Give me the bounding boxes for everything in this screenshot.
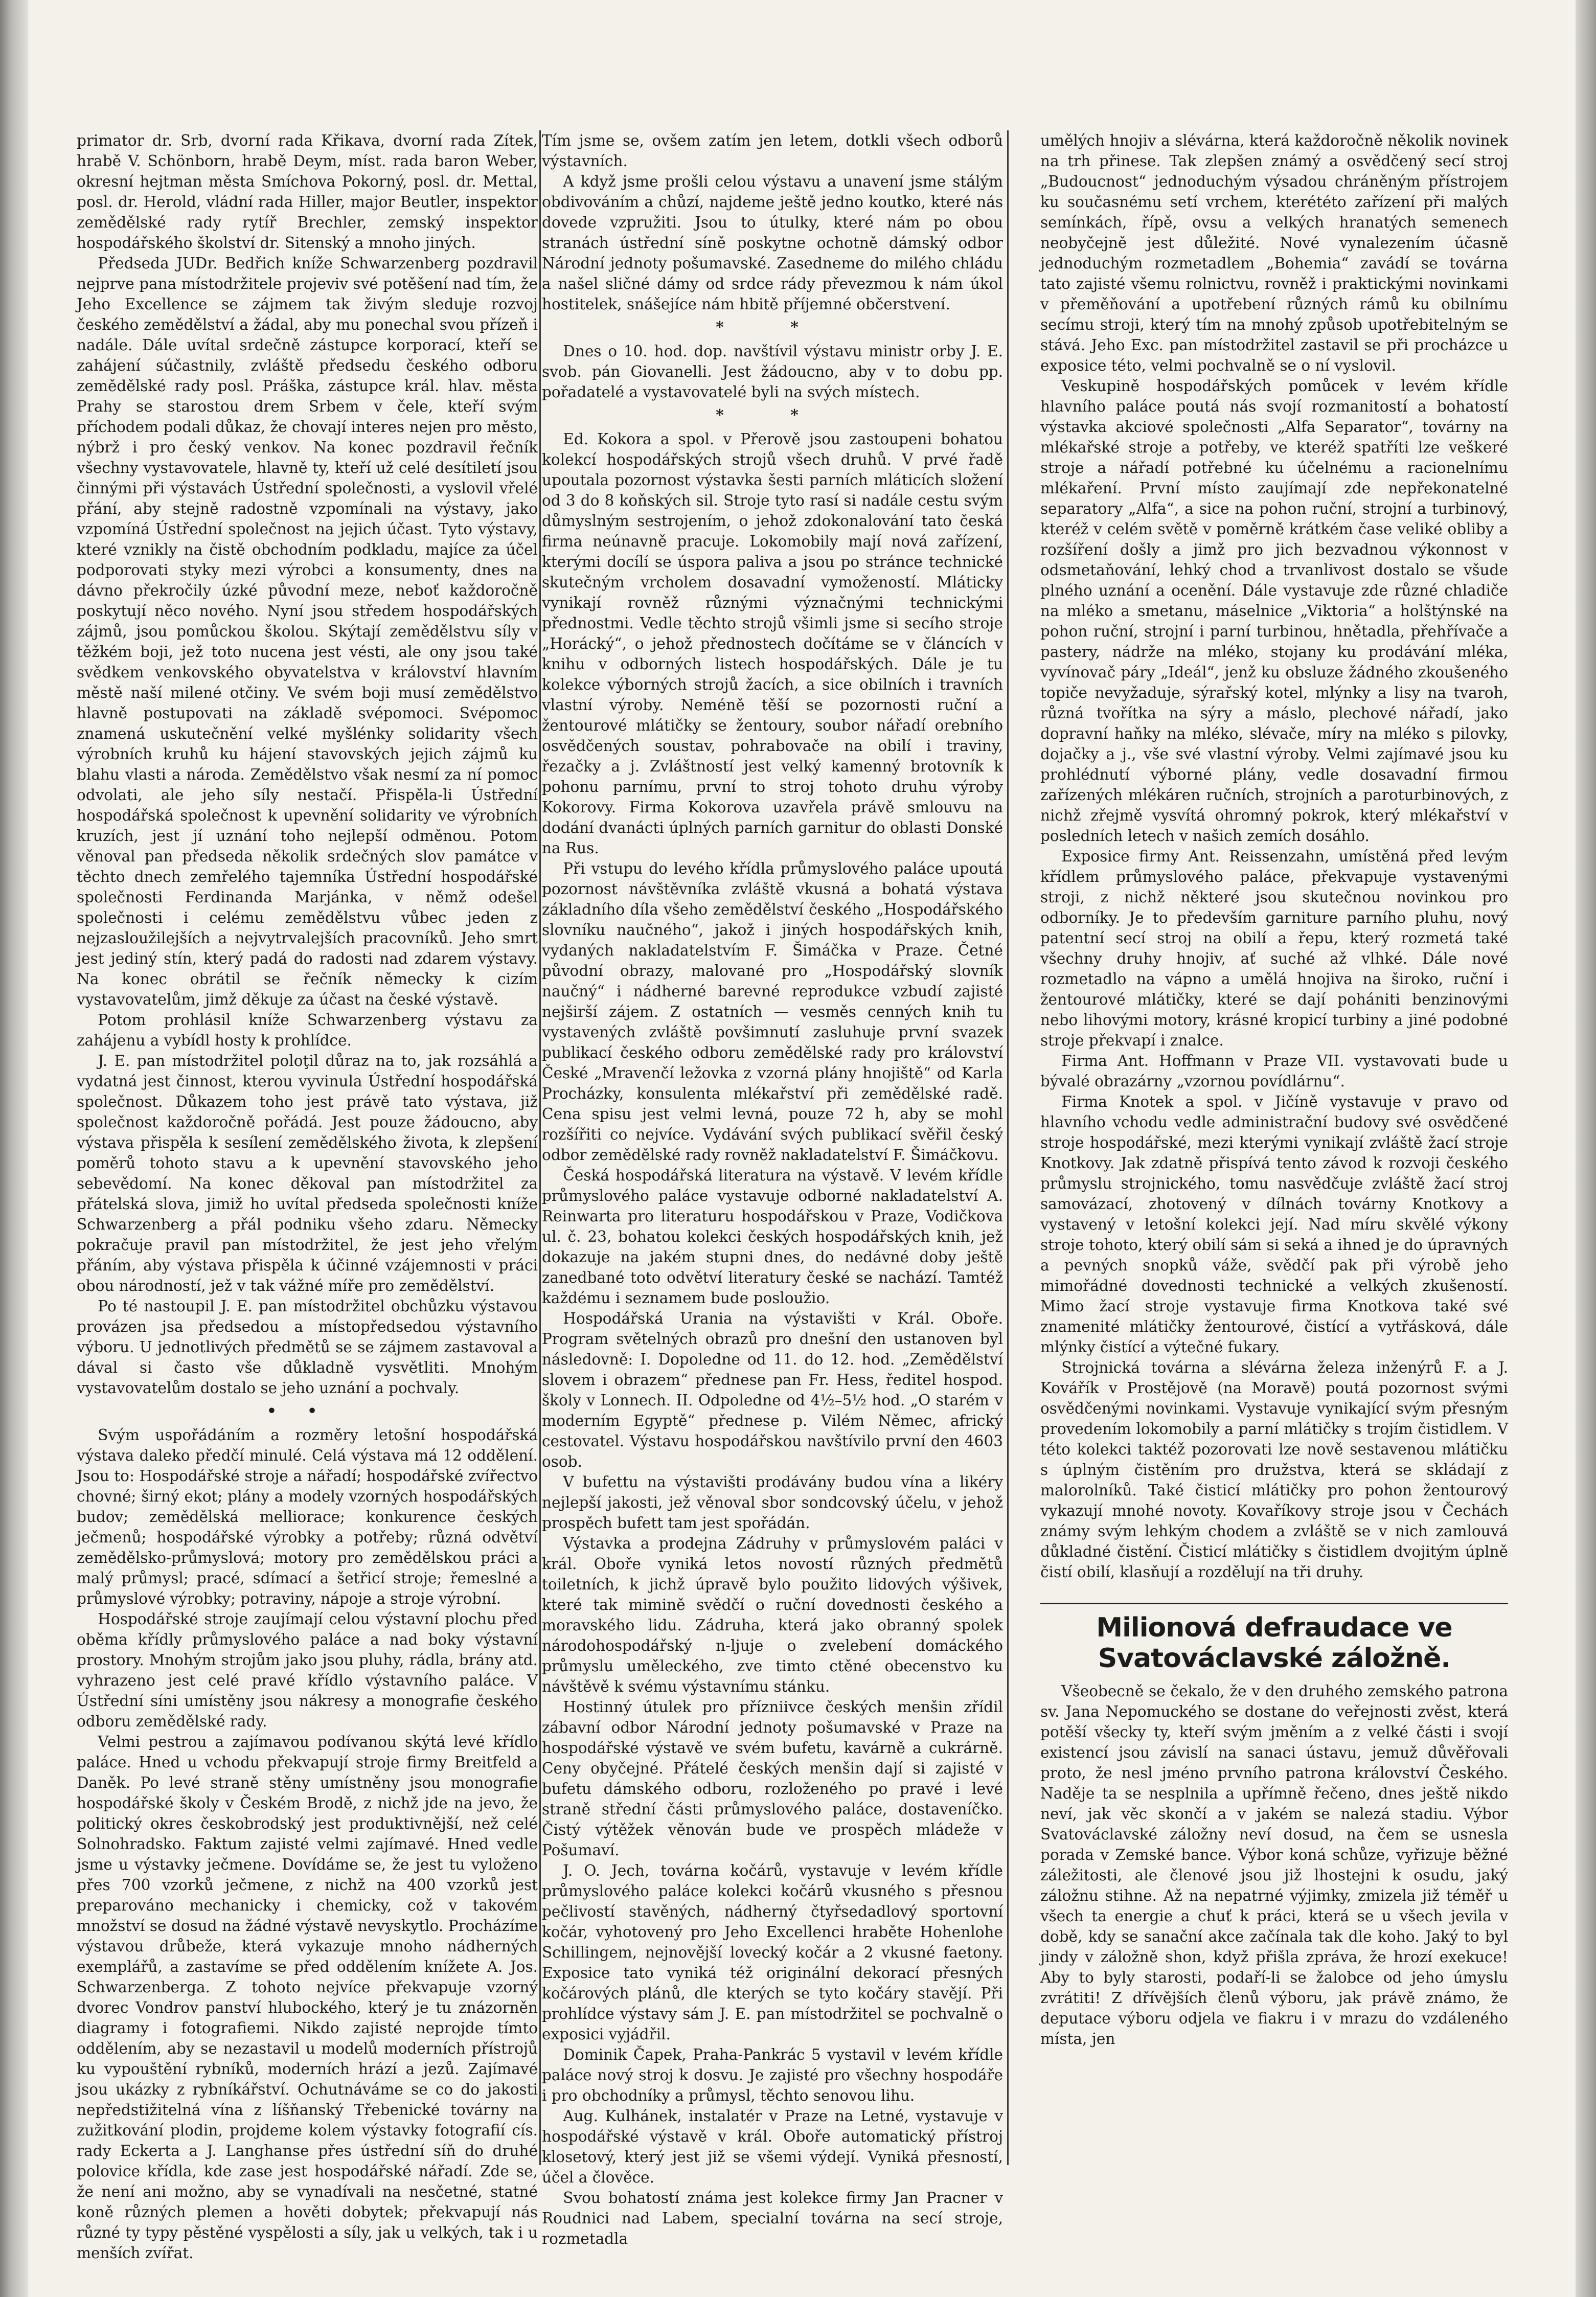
article-paragraph: Při vstupu do levého křídla průmyslového paláce upoutá pozornost návštěvníka zvláště vkusná a bohatá výstava základního díla všeho zemědělství českého „Hospodářského slovníku naučného“, jakož i jiných hospodářských knih, vydaných nakladatelstvím F. Šimáčka v Praze. Četné původní obrazy, malované pro „Hospodářský slovník naučný“ i nádherné barevné reprodukce vzbudí zajisté nejširší zájem. Z ostatních — vesměs cenných knih tu vystavených zvláště povšimnutí zasluhuje první svazek publikací českého odboru zemědělské rady pro království České „Mravenčí ležovka z vzorná plány hnojiště“ od Karla Procházky, konsulenta mlékařství při zemědělské radě. Cena spisu jest velmi levná, pouze 72 h, aby se mohl rozšířiti co nejvíce. Vydávání svých publikací svěřil český odbor zemědělské rady rovněž nakladatelství F. Šimáčkovu.: [542, 860, 1003, 1164]
column-1: [77, 130, 538, 2262]
article-paragraph: Strojnická továrna a slévárna železa inženýrů F. a J. Kovářík v Prostějově (na Moravě) poutá pozornost svými osvědčenými novinkami. Vystavuje vynikající svým přesným provedením lokomobily a parní mlátičky s trojím čistidlem. V této kolekci taktéž pozorovati lze nově sestavenou mlátičku s úplným čistěním pro družstva, která se skládají z malorolníků. Také čisticí mlátičky pro pohon žentourový vykazují mnohé novoty. Kovaříkovy stroje jsou v Čechách známy svým lehkým chodem a zvláště se v nich zamlouvá důkladné čistění. Čisticí mlátičky s čistidlem dvojitým úplně čistí obilí, klasňují a rozdělují na tři druhy.: [1040, 1359, 1508, 1581]
column-rule-2: [1007, 130, 1009, 2165]
article-paragraph: A když jsme prošli celou výstavu a unavení jsme stálým obdivováním a chůzí, najdeme ještě jedno koutko, které nás dovede vzpružiti. Jsou to útulky, které nám po obou stranách ústřední síně poskytne ochotně dámský odbor Národní jednoty pošumavské. Zasedneme do milého chládu a našel sličné dámy od srdce rády převezmou k nám úkol hostitelek, snášejíce nám hbitě příjemné občerstvení.: [542, 173, 1003, 313]
section-separator: * *: [716, 406, 829, 424]
scan-right-edge: [1576, 0, 1596, 2297]
article-paragraph: Velmi pestrou a zajímavou podívanou skýtá levé křídlo paláce. Hned u vchodu překvapují stroje firmy Breitfeld a Daněk. Po levé straně stěny umístněny jsou monografie hospodářské školy v Českém Brodě, z nichž jde na jevo, že politický okres českobrodský jest produktivnější, než celé Solnohradsko. Faktum zajisté velmi zajímavé. Hned vedle jsme u výstavky ječmene. Dovídáme se, že jest tu vyloženo přes 700 vzorků ječmene, z nichž na 400 vzorků jest preparováno mechanicky i chemicky, což v takovém množství se dosud na žádné výstavě nevyskytlo. Procházíme výstavou drůbeže, která vykazuje mnoho nádherných exemplářů, a zastavíme se před oddělením knížete A. Jos. Schwarzenberga. Z tohoto nejvíce překvapuje vzorný dvorec Vondrov panství hlubockého, který je tu znázorněn diagramy i fotografiemi. Nikdo zajisté neprojde tímto oddělením, aby se nezastavil u modelů moderních přístrojů ku vypouštění rybníků, moderních hrází a jezů. Zajímavé jsou ukázky z rybníkářství. Ochutnáváme se co do jakosti nepředstižitelná vína z líšňanský Třebenické továrny na zužitkování plodin, projdeme kolem výstavky fotografií cís. rady Eckerta a J. Langhanse přes ústřední síň do druhé polovice křídla, kde zase jest hospodářské nářadí. Zde se, že není ani možno, aby se vynadívali na nesčetné, statné koně různých plemen a hověti dobytek; překvapují nás různé ty typy pěstěné vyspělosti a síly, jak u velkých, tak i u menších zvířat.: [77, 1733, 538, 2262]
article-paragraph: Dnes o 10. hod. dop. navštívil výstavu ministr orby J. E. svob. pán Giovanelli. Jest žádoucno, aby v to dobu pp. pořadatelé a vystavovatelé byli na svých místech.: [542, 343, 1003, 401]
article-paragraph: Po té nastoupil J. E. pan místodržitel obchůzku výstavou provázen jsa předsedou a místopředsedou výstavního výboru. U jednotlivých předmětů se se zájmem zastavoval a dával si často vše důkladně vysvětliti. Mnohým vystavovatelům dostalo se jeho uznání a pochvaly.: [77, 1298, 538, 1397]
article-paragraph: Všeobecně se čekalo, že v den druhého zemského patrona sv. Jana Nepomuckého se dostane do veřejnosti zvěst, která potěší všecky ty, kteří svým jměním a z velké části i svojí existencí jsou závislí na sanaci ústavu, jemuž důvěřovali proto, že nesl jméno prvního patrona království Českého. Naděje ta se nesplnila a upřímně řečeno, dnes ještě nikdo neví, jak věc skončí a v jakém se nalezá stadiu. Výbor Svatováclavské záložny neví dosud, na čem se usnesla porada v Zemské bance. Výbor koná schůze, vyřizuje běžné záležitosti, ale členové jsou již lhostejni k osudu, jaký záložnu stihne. Až na nepatrné výjimky, zmizela již téměř u všech ta energie a chuť k práci, která se u všech jevila v době, kdy se sanační akce začínala tak dle kohо. Jaký to byl jindy v záložně shon, když přišla zpráva, že hrozí exekuce! Aby to byly starosti, podaří-li se žalobce od jeho úmyslu zvrátiti! Z dřívějších členů výboru, jak právě známo, že deputace výboru odjela ve fiakru i v mrazu do vzdáleného místa, jen: [1040, 1682, 1508, 2048]
article-paragraph: J. E. pan místodržitel poloţil důraz na to, jak rozsáhlá a vydatná jest činnost, kterou vyvinula Ústřední hospodářská společnost. Důkazem toho jest právě tato výstava, již společnost každoročně pořádá. Jest pouze žádoucno, aby výstava přispěla k sesílení zemědělského života, k zlepšení poměrů tohoto stavu a k upevnění stavovského jeho sebevědomí. Na konec děkoval pan místodržitel za přátelská slova, jimiž ho uvítal předseda společnosti kníže Schwarzenberg a přál podniku všeho zdaru. Německy pokračuje pravil pan místodržitel, že jest jeho vřelým přáním, aby výstava přispěla k účinné vzájemnosti v práci obou národností, jež v tak vážné míře pro zemědělství.: [77, 1052, 538, 1294]
section-separator: ••: [266, 1402, 348, 1420]
article-paragraph: Česká hospodářská literatura na výstavě. V levém křídle průmyslového paláce vystavuje odborné nakladatelství A. Reinwarta pro literaturu hospodářskou v Praze, Vodičkova ul. č. 23, bohatou kolekci českých hospodářských knih, jež dokazuje na jakém stupni dnes, do nedávné doby ještě zanedbané toto odvětví literatury české se nachází. Tamtéž každému i seznamem bude posloužio.: [542, 1167, 1003, 1307]
article-paragraph: Svou bohatostí známa jest kolekce firmy Jan Pracner v Roudnici nad Labem, specialní továrna na secí stroje, rozmetadla: [542, 2189, 1003, 2247]
article-paragraph: Předseda JUDr. Bedřich kníže Schwarzenberg pozdravil nejprve pana místodržitele projeviv své potěšení nad tím, že Jeho Excellence se zájmem tak živým sleduje rozvoj českého zemědělství a žádal, aby mu ponechal svou přízeň i nadále. Dále uvítal srdečně zástupce korporací, kteří se zahájení súčastnily, zvláště předsedu českého odboru zemědělské rady posl. Práška, zástupce král. hlav. města Prahy se starostou drem Srbem v čele, kteří svým příchodem podali důkaz, že chovají interes nejen pro město, nýbrž i pro český venkov. Na konec pozdravil řečník všechny vystavovatele, hlavně ty, kteří už celé desítiletí jsou činnými při výstavách Ústřední společnosti, a vyslovil vřelé přání, aby stejně radostně vzpomínali na výstavy, jako vzpomíná Ústřední společnost na jejich účast. Tyto výstavy, které vznikly na čistě obchodním podkladu, majíce za účel podporovati styky mezi výrobci a konsumenty, dnes na dávno překročily úzké původní meze, neboť každoročně poskytují něco nového. Nyní jsou středem hospodářských zájmů, jsou pomůckou školou. Skýtají zemědělstvu síly v těžkém boji, jež toto nucena jest vésti, ale ony jsou také svědkem venkovského obyvatelstva v království hlavním městě naší milené otčiny. Ve svém boji musí zemědělstvo hlavně postupovati na základě svépomoci. Svépomoc znamená uskutečnění velké myšlénky solidarity všech výrobních kruhů ku hájení stavovských jejich zájmů ku blahu vlasti a národa. Zemědělstvo však nesmí za ní pomoc odvolati, ale jeho síly nestačí. Přispěla-li Ústřední hospodářská společnost k upevnění solidarity ve výrobních kruzích, jest jí uznání toho nejlepší odměnou. Potom věnoval pan předseda několik srdečných slov památce v těchto dnech zemřelého tajemníka Ústřední hospodářské společnosti Ferdinanda Marjánka, v němž odešel společnosti i celému zemědělstvu vůbec jeden z nejzasloužilejších a nejvytrvalejších pracovníků. Jeho smrt jest jediný stín, který padá do radosti nad zdarem výstavy. Na konec obrátil se řečník německy k cizím vystavovatelům, jimž děkuje za účast na české výstavě.: [77, 255, 538, 1008]
article-paragraph: Exposice firmy Ant. Reissenzahn, umístěná před levým křídlem průmyslového paláce, překvapuje vystavenými stroji, z nichž některé jsou skutečnou novinkou pro odborníky. Je to především garniture parního pluhu, nový patentní secí stroj na obilí a řepu, který rozmetá také všechny druhy hnojiv, ať suché až vlhké. Dále nové rozmetadlo na vápno a umělá hnojiva na široko, ruční i žentourové mlátičky, které se dají pohániti benzinovými nebo lihovými motory, krásné kropicí turbiny a jiné podobné stroje překvapí i znalce.: [1040, 848, 1508, 1049]
article-paragraph: Svým uspořádáním a rozměry letošní hospodářská výstava daleko předčí minulé. Celá výstava má 12 oddělení. Jsou to: Hospodářské stroje a nářadí; hospodářské zvířectvo chovné; širný ekot; plány a modely vzorných hospodářských budov; zemědělská melliorace; konkurence českých ječmenů; hospodářské výrobky a potřeby; různá odvětví zemědělsko-průmyslová; motory pro zemědělskou práci a malý průmysl; pracé, sdímací a šetřicí stroje; řemeslné a průmyslové výrobky; potraviny, nápoje a stroje výrobní.: [77, 1426, 538, 1607]
article-paragraph: umělých hnojiv a slévárna, která každoročně několik novinek na trh přinese. Tak zlepšen známý a osvědčený secí stroj „Budoucnost“ jednoduchým výsadou chráněným přístrojem ku současnému setí vrchem, kterététo zařízení při malých semínkách, řípě, ovsu a velkých hranatých semenech neobyčejně jest důležité. Nové vynalezením účasně jednoduchým rozmetadlem „Bohemia“ zavádí se továrna tato zajisté všemu rolnictvu, rovněž i praktickými novinkami v přeměňování a upotřebení různých rámů ku obilnímu secímu stroji, který tím na mnohý způsob upotřebitelným se stává. Jeho Exc. pan místodržitel zastavil se při procházce u exposice této, velmi pochvalně se o ní vyslovil.: [1040, 132, 1508, 374]
column-rule-1: [539, 130, 541, 2165]
article-paragraph: Hospodářské stroje zaujímají celou výstavní plochu před oběma křídly průmyslového paláce a nad boky výstavní prostory. Mnohým strojům jako jsou pluhy, rádla, brány atd. vyhrazeno jest celé pravé křídlo výstavního paláce. V Ústřední síni umístěny jsou nákresy a monografie českého odboru zemědělské rady.: [77, 1610, 538, 1730]
article-paragraph: Veskupině hospodářských pomůcek v levém křídle hlavního paláce poutá nás svojí rozmanitostí a bohatostí výstavka akciové společnosti „Alfa Separator“, továrny na mlékařské stroje a potřeby, ve kteréž spatříti lze veškeré stroje a nářadí potřebné ku účelnému a racionelnímu mlékaření. První místo zaujímají zde nepřekonatelné separatory „Alfa“, a sice na pohon ruční, strojní a turbinový, kteréž v celém světě v poměrně krátkém čase veliké obliby a rozšíření došly a jimž pro jich bezvadnou výkonnost v odsmetaňování, lehký chod a trvanlivost dostalo se všude plného uznání a ocenění. Dále vystavuje zde různé chladiče na mléko a smetanu, máselnice „Viktoria“ a holštýnské na pohon ruční, strojní i parní turbinou, hnětadla, přehřívače a pastery, nádrže na mléko, stojany ku prodávání mléka, vyvínovač páry „Ideál“, jenž ku obsluze žádného zkoušeného topiče nevyžaduje, sýrařský kotel, mlýnky a lisy na tvaroh, různá tvořítka na sýry a máslo, plechové nářadí, jako dopravní haňky na mléko, slévače, míry na mléko s pilovky, dojačky a j., vše své vlastní výroby. Velmi zajímavé jsou ku prohlédnutí výborné plány, vedle dosavadní firmou zařízených mlékáren ručních, strojních a paroturbinových, z nichž zřejmě vysvítá ohromný pokrok, který mlékařství v posledních letech v našich zemích dosáhlo.: [1040, 377, 1508, 845]
article-paragraph: V bufettu na výstavišti prodávány budou vína a likéry nejlepší jakosti, jež věnoval sbor sondcovský účelu, v jehož prospěch bufett tam jest spořádán.: [542, 1473, 1003, 1532]
article-headline: Milionová defraudace ve Svatováclavské záložně.: [1040, 1603, 1508, 1674]
article-paragraph: primator dr. Srb, dvorní rada Křikava, dvorní rada Zítek, hrabě V. Schönborn, hrabě Deym, míst. rada baron Weber, okresní hejtman města Smíchova Pokorný, posl. dr. Mettal, posl. dr. Herold, vládní rada Hiller, major Beutler, inspektor zemědělské rady rytíř Brechler, zemský inspektor hospodářského školství dr. Sitenský a mnoho jiných.: [77, 132, 538, 252]
section-separator: * *: [716, 319, 829, 336]
article-paragraph: Firma Ant. Hoffmann v Praze VII. vystavovati bude u bývalé obrazárny „vzornou povídlárnu“.: [1040, 1052, 1508, 1090]
column-3: [1040, 130, 1508, 2175]
scan-left-edge: [0, 0, 28, 2297]
article-paragraph: Hostinný útulek pro přízniivce českých menšin zřídil zábavní odbor Národní jednoty pošumavské v Praze na hospodářské výstavě ve svém bufetu, kavárně a cukrárně. Ceny obyčejné. Přátelé českých menšin dají si zajisté v bufetu dámského odboru, rozloženého po pravé i levé straně střední části průmyslového paláce, dostaveníčko. Čistý výtěžek věnován bude ve prospěch mládeže v Pošumaví.: [542, 1698, 1003, 1859]
article-paragraph: Výstavka a prodejna Zádruhy v průmyslovém paláci v král. Oboře vyniká letos novostí různých předmětů toiletních, k jichž úpravě bylo použito lidových výšivek, které tak mimině svědčí o ruční dovednosti českého a moravského lidu. Zádruha, která jako obranný spolek národohospodářský n-ljuje o zvelebení domáckého průmyslu uměleckého, zve timto ctěné obecenstvo ku návštěvě k svému výstavnímu stánku.: [542, 1535, 1003, 1695]
column-2: [542, 130, 1003, 2247]
article-paragraph: Potom prohlásil kníže Schwarzenberg výstavu za zahájenu a vybídl hosty k prohlídce.: [77, 1011, 538, 1049]
article-paragraph: Ed. Kokora a spol. v Přerově jsou zastoupeni bohatou kolekcí hospodářských strojů všech druhů. V prvé řadě upoutala pozornost výstavka šesti parních mláticích složení od 3 do 8 koňských sil. Stroje tyto rasí si nadále cestu svým důmyslným sestrojením, o jehož zdokonalování tato česká firma neúnavně pracuje. Lokomobily mají nová zařízení, kterými docílí se úspora paliva a jsou po stránce technické skutečným vrcholem dosavadní vymožeností. Mláticky vynikají rovněž různými význačnými technickými přednostmi. Vedle těchto strojů všimli jsme si secího stroje „Horácký“, o jehož přednostech dočítáme se v článcích v knihu v odborných listech hospodářských. Dále je tu kolekce výborných strojů žacích, a sice obilních i travních vlastní výroby. Neméně těší se pozornosti ruční a žentourové mlátičky se žentoury, soubor nářadí orebního osvědčených soustav, pohrabovače na obilí i traviny, řezačky a j. Zvláštností jest velký kamenný brotovník k pohonu parnímu, první to stroj tohoto druhu výroby Kokorovy. Firma Kokorova uzavřela právě smlouvu na dodání dvanácti úplných parních garnitur do oblasti Donské na Rus.: [542, 430, 1003, 857]
article-paragraph: Dominik Čapek, Praha-Pankrác 5 vystavil v levém křídle paláce nový stroj k dosvu. Je zajisté pro všechny hospodáře i pro obchodníky a průmysl, těchto senovou lihu.: [542, 2046, 1003, 2104]
article-paragraph: Tím jsme se, ovšem zatím jen letem, dotkli všech odborů výstavních.: [542, 132, 1003, 170]
article-paragraph: J. O. Jech, továrna kočárů, vystavuje v levém křídle průmyslového paláce kolekci kočárů vkusného s přesnou pečlivostí stavěných, nádherný čtyřsedadlový sportovní kočár, vyhotovený pro Jeho Excellenci hraběte Hohenlohe Schillingem, nejnovější lovecký kočár a 2 vkusné faetony. Exposice tato vyniká též originální dekorací přesných kočárových plánů, dle kterých se tyto kočáry stavějí. Při prohlídce výstavy sám J. E. pan místodržitel se pochvalně o exposici vyjádřil.: [542, 1862, 1003, 2043]
article-paragraph: Hospodářská Urania na výstavišti v Král. Oboře. Program světelných obrazů pro dnešní den ustanoven byl následovně: I. Dopoledne od 11. do 12. hod. „Zemědělství slovem i obrazem“ přednese pan Fr. Hess, ředitel hospod. školy v Lonnech. II. Odpoledne od 4½–5½ hod. „O starém v moderním Egyptě“ přednese p. Vilém Němec, africký cestovatel. Výstavu hospodářskou navštívilo první den 4603 osob.: [542, 1310, 1003, 1470]
article-paragraph: Aug. Kulhánek, instalatér v Praze na Letné, vystavuje v hospodářské výstavě v král. Oboře automatický přístroj klosetový, který jest již se všemi výdejí. Vyniká přesností, účel a člověce.: [542, 2107, 1003, 2186]
article-paragraph: Firma Knotek a spol. v Jičíně vystavuje v pravo od hlavního vchodu vedle administrační budovy své osvědčené stroje hospodářské, mezi kterými vynikají zvláště žací stroje Knotkovy. Jak zdatně přispívá tento závod k rozvoji českého průmyslu strojnického, tomu nasvědčuje zvláště žací stroj samovázací, zhotovený v dílnách továrny Knotkovy a vystavený v letošní kolekci její. Nad míru skvělé výkony stroje tohoto, který obilí sám si seká a ihned je do úpravných a pevných snopků váže, svědčí pak při výrobě jeho mimořádné dovednosti technické a velkých zkušeností. Mimo žací stroje vystavuje firma Knotkova také své znamenité mlátičky žentourové, čistící a vytřásková, dále mlýnky čistící a výtečné fukary.: [1040, 1093, 1508, 1356]
